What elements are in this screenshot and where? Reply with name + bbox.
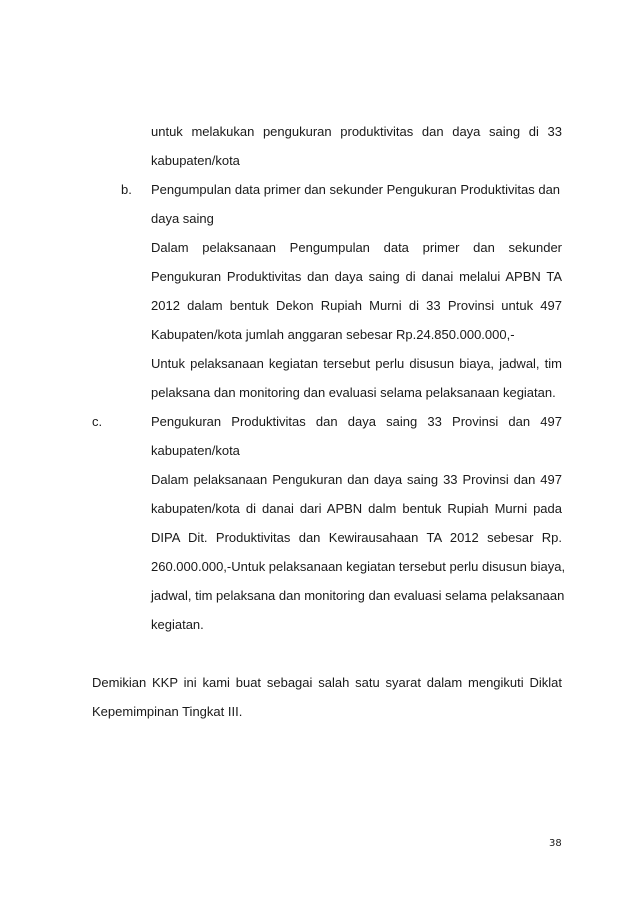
section-b-body-line-1: Dalam pelaksanaan Pengumpulan data primer dan sekunder [151,240,562,255]
section-b-heading-line-1: Pengumpulan data primer dan sekunder Pengukuran Produktivitas dan [151,182,561,197]
closing-line-2: Kepemimpinan Tingkat III. [92,704,243,719]
section-b-body-line-2: Pengukuran Produktivitas dan daya saing di danai melalui APBN TA [151,269,562,284]
section-c-heading-line-2: kabupaten/kota [151,443,240,458]
section-c-body-line-2: kabupaten/kota di danai dari APBN dalm bentuk Rupiah Murni pada [151,501,562,516]
section-c-heading-line-1: Pengukuran Produktivitas dan daya saing 33 Provinsi dan 497 [151,414,562,429]
section-b-body-line-5: Untuk pelaksanaan kegiatan tersebut perlu disusun biaya, jadwal, tim [151,356,562,371]
section-a-line-1: untuk melakukan pengukuran produktivitas dan daya saing di 33 [151,124,562,139]
section-c-body-line-1: Dalam pelaksanaan Pengukuran dan daya saing 33 Provinsi dan 497 [151,472,562,487]
page-number: 38 [549,838,562,849]
section-b-body-line-6: pelaksana dan monitoring dan evaluasi selama pelaksanaan kegiatan. [151,385,556,400]
section-c-body-line-4: 260.000.000,-Untuk pelaksanaan kegiatan tersebut perlu disusun biaya, [151,559,566,574]
section-c-body-line-6: kegiatan. [151,617,204,632]
section-a-line-2: kabupaten/kota [151,153,240,168]
section-b-body-line-3: 2012 dalam bentuk Dekon Rupiah Murni di 33 Provinsi untuk 497 [151,298,562,313]
section-c-body-line-5: jadwal, tim pelaksana dan monitoring dan evaluasi selama pelaksanaan [151,588,565,603]
section-c-marker: c. [92,414,103,429]
section-b-body-line-4: Kabupaten/kota jumlah anggaran sebesar Rp.24.850.000.000,- [151,327,515,342]
section-c-body-line-3: DIPA Dit. Produktivitas dan Kewirausahaan TA 2012 sebesar Rp. [151,530,562,545]
closing-line-1: Demikian KKP ini kami buat sebagai salah satu syarat dalam mengikuti Diklat [92,675,562,690]
section-b-heading-line-2: daya saing [151,211,214,226]
section-b-marker: b. [121,182,132,197]
